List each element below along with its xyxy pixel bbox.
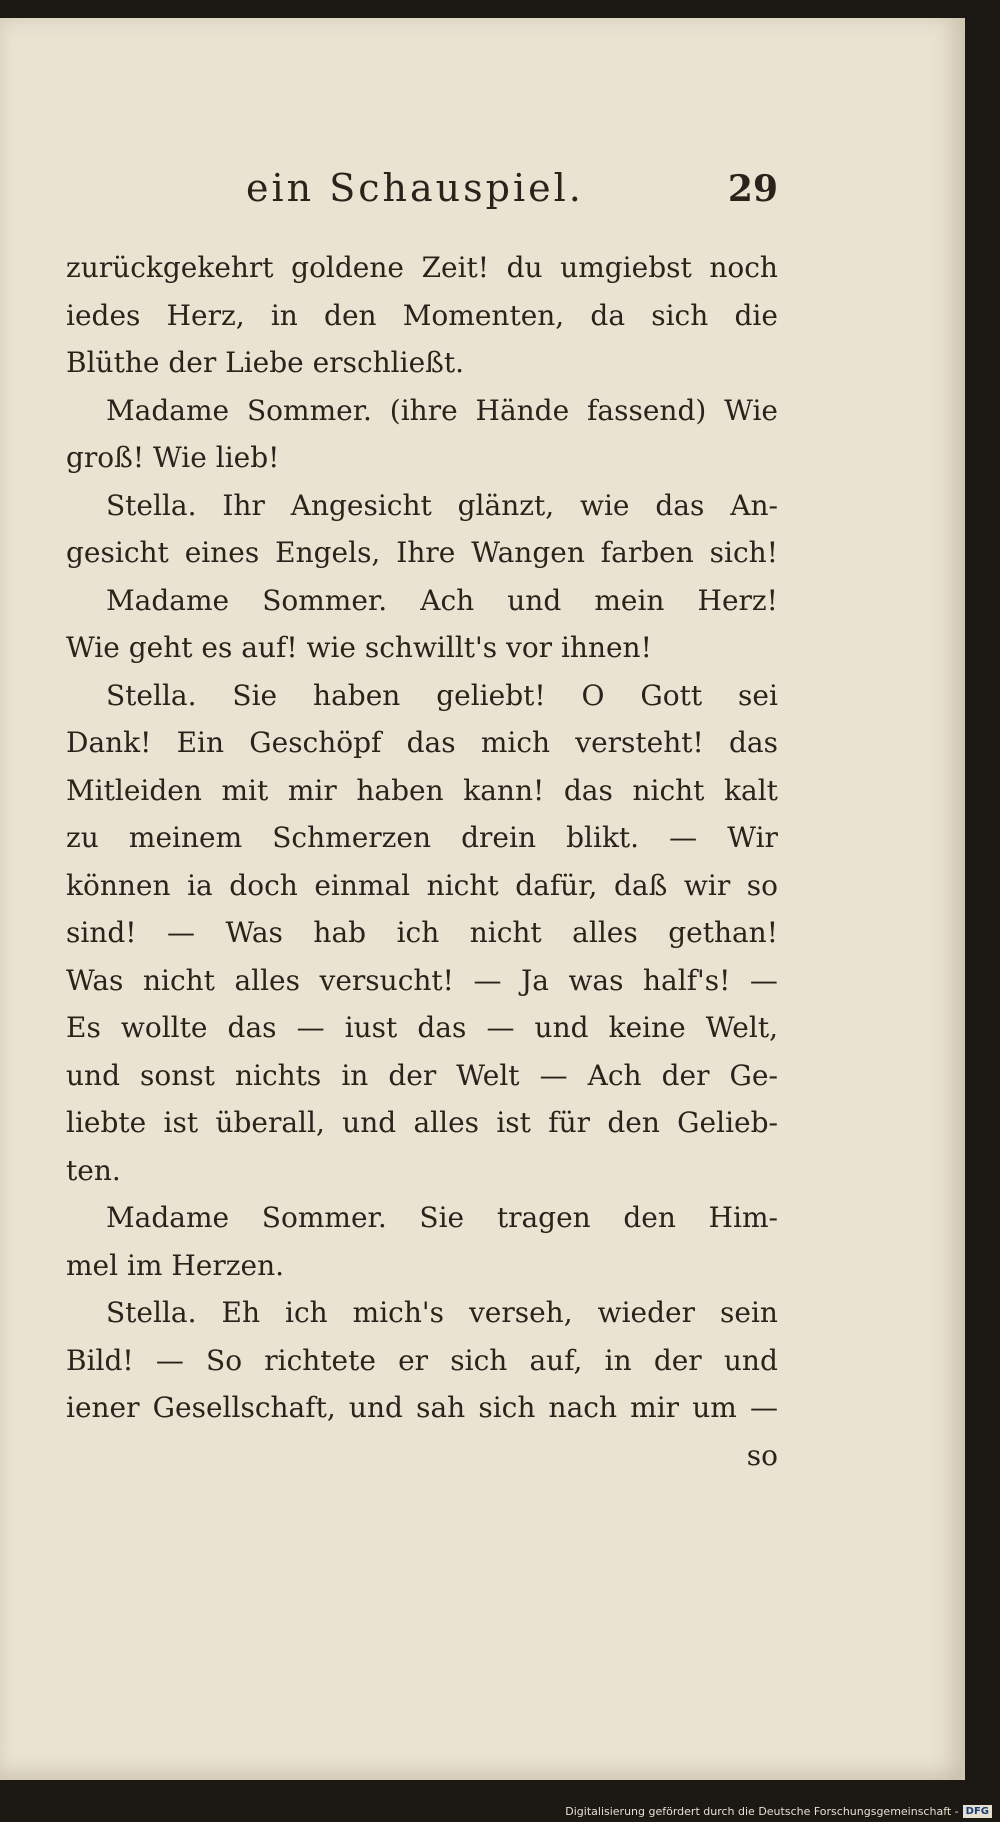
word: nicht xyxy=(632,773,705,807)
word: — xyxy=(749,963,778,997)
word: — xyxy=(155,1343,184,1377)
word: Sommer. xyxy=(261,1201,387,1234)
word: sich xyxy=(651,298,709,332)
word: den xyxy=(607,1106,660,1139)
word: hab xyxy=(313,916,367,949)
text-line xyxy=(66,1194,778,1242)
word: Gott xyxy=(640,678,703,712)
word: Welt xyxy=(456,1058,520,1092)
footer-credit: Digitalisierung gefördert durch die Deutsche Forschungsgemeinschaft - xyxy=(565,1805,959,1818)
word: das xyxy=(406,726,456,759)
word: Stella. xyxy=(106,488,197,522)
page-number: 29 xyxy=(727,168,778,210)
word: er xyxy=(398,1343,429,1377)
word: (ihre xyxy=(389,393,458,427)
word: Es xyxy=(66,1011,101,1044)
word: doch xyxy=(229,868,298,902)
word: auf, xyxy=(529,1343,583,1377)
word: nichts xyxy=(234,1058,322,1092)
word: und xyxy=(66,1058,120,1092)
word: alles xyxy=(234,963,300,997)
word: Mitleiden xyxy=(66,773,202,807)
word: fassend) xyxy=(587,393,707,427)
word: Geschöpf xyxy=(249,726,382,759)
word: — xyxy=(167,916,196,949)
word: sah xyxy=(416,1391,466,1424)
word: Was xyxy=(225,916,283,949)
word: O xyxy=(581,678,605,712)
word: haben xyxy=(356,773,444,807)
word: mir xyxy=(630,1391,680,1424)
word: alles xyxy=(413,1106,480,1139)
word: — xyxy=(749,1391,778,1424)
word: für xyxy=(548,1106,591,1139)
word: was xyxy=(568,963,624,997)
word: Ja xyxy=(521,963,549,997)
text-line xyxy=(66,767,778,815)
word: mich xyxy=(480,726,551,759)
word: Momenten, xyxy=(402,298,565,332)
text-line xyxy=(66,1289,778,1337)
word: versucht! xyxy=(319,963,454,997)
text-line xyxy=(66,1052,778,1100)
word: mir xyxy=(287,773,337,807)
word: zurückgekehrt xyxy=(66,251,274,284)
word: eines xyxy=(184,536,260,569)
word: Stella. xyxy=(106,1296,197,1329)
word: Ein xyxy=(176,726,225,759)
word: Schmerzen xyxy=(272,821,432,854)
word: das xyxy=(728,726,778,759)
word: Engels, xyxy=(275,536,381,569)
top-border xyxy=(0,0,1000,18)
word: Him- xyxy=(708,1201,778,1234)
word: sind! xyxy=(66,916,137,949)
text-line xyxy=(66,529,778,577)
text-line xyxy=(66,387,778,435)
dfg-logo: DFG xyxy=(963,1805,992,1818)
word: liebte xyxy=(66,1106,147,1139)
word: wie xyxy=(580,488,630,522)
word: in xyxy=(270,298,298,332)
word: Gesellschaft, xyxy=(152,1391,336,1424)
word: so xyxy=(746,868,778,902)
word: mein xyxy=(594,583,665,617)
word: Gelieb- xyxy=(677,1106,778,1139)
word: ist xyxy=(163,1106,199,1139)
word: glänzt, xyxy=(457,488,555,522)
word: zu xyxy=(66,821,99,854)
text-line xyxy=(66,1384,778,1432)
word: nicht xyxy=(426,868,499,902)
word: das xyxy=(227,1011,277,1044)
word: und xyxy=(723,1343,778,1377)
text-line xyxy=(66,1099,778,1147)
word: Madame xyxy=(106,583,230,617)
word: richtete xyxy=(264,1343,376,1377)
text-line: Wie geht es auf! wie schwillt's vor ihnen! xyxy=(66,631,652,664)
word: wir xyxy=(683,868,731,902)
word: iener xyxy=(66,1391,140,1424)
word: ich xyxy=(285,1296,328,1329)
word: und xyxy=(534,1011,589,1044)
word: die xyxy=(734,298,778,332)
word: So xyxy=(206,1343,243,1377)
text-line xyxy=(66,814,778,862)
word: Ihr xyxy=(222,488,265,522)
word: sich xyxy=(478,1391,536,1424)
text-line xyxy=(66,292,778,340)
text-line xyxy=(66,862,778,910)
text-line: ten. xyxy=(66,1153,121,1187)
word: können xyxy=(66,868,171,902)
word: Welt, xyxy=(705,1011,778,1044)
word: der xyxy=(653,1343,702,1377)
word: sei xyxy=(738,678,778,712)
word: mich's xyxy=(352,1296,444,1329)
word: mit xyxy=(221,773,269,807)
word: das xyxy=(417,1011,467,1044)
word: Wir xyxy=(727,821,778,854)
text-line xyxy=(66,719,778,767)
word: sonst xyxy=(140,1058,215,1092)
word: einmal xyxy=(314,868,411,902)
word: drein xyxy=(461,821,536,854)
word: ia xyxy=(187,868,213,902)
word: Hände xyxy=(475,393,570,427)
word: und xyxy=(342,1106,397,1139)
word: nach xyxy=(548,1391,617,1424)
word: — xyxy=(486,1011,515,1044)
word: der xyxy=(661,1058,710,1092)
word: Sommer. xyxy=(246,393,372,427)
word: das xyxy=(563,773,613,807)
word: haben xyxy=(313,678,401,712)
word: An- xyxy=(730,488,778,522)
word: — xyxy=(669,821,698,854)
word: dafür, xyxy=(515,868,598,902)
word: in xyxy=(341,1058,369,1092)
text-line xyxy=(66,482,778,530)
word: Madame xyxy=(106,1201,230,1234)
word: der xyxy=(388,1058,437,1092)
text-line xyxy=(66,1337,778,1385)
word: keine xyxy=(608,1011,686,1044)
word: in xyxy=(604,1343,632,1377)
digitization-footer xyxy=(565,1805,992,1818)
word: umgiebst xyxy=(560,251,692,284)
word: half's! xyxy=(643,963,731,997)
word: — xyxy=(473,963,502,997)
word: Sie xyxy=(232,678,278,712)
word: — xyxy=(296,1011,325,1044)
word: Angesicht xyxy=(290,488,432,522)
word: blikt. xyxy=(566,821,640,854)
text-line xyxy=(66,672,778,720)
word: kann! xyxy=(463,773,545,807)
word: Sommer. xyxy=(262,583,388,617)
word: wollte xyxy=(120,1011,208,1044)
word: Sie xyxy=(419,1201,465,1234)
word: wieder xyxy=(597,1296,695,1329)
word: Bild! xyxy=(66,1343,134,1377)
word: iedes xyxy=(66,298,141,332)
word: daß xyxy=(614,868,668,902)
word: farben xyxy=(600,536,694,569)
running-title: ein Schauspiel. xyxy=(246,166,584,210)
book-page xyxy=(0,18,965,1780)
word: alles xyxy=(572,916,638,949)
word: und xyxy=(348,1391,403,1424)
word: kalt xyxy=(724,773,778,807)
word: ich xyxy=(396,916,440,949)
word: um xyxy=(692,1391,737,1424)
word: Stella. xyxy=(106,678,197,712)
word: Wie xyxy=(724,393,778,427)
word: Ach xyxy=(587,1058,642,1092)
word: nicht xyxy=(142,963,215,997)
text-line xyxy=(66,577,778,625)
text-line xyxy=(66,1004,778,1052)
catchword: so xyxy=(746,1438,778,1472)
word: versteht! xyxy=(575,726,704,759)
word: Madame xyxy=(106,393,230,427)
word: gesicht xyxy=(66,536,169,569)
text-line: groß! Wie lieb! xyxy=(66,441,280,474)
word: Ihre xyxy=(396,536,456,569)
word: iust xyxy=(344,1011,398,1044)
word: gethan! xyxy=(668,916,778,949)
word: den xyxy=(623,1201,676,1234)
text-line: mel im Herzen. xyxy=(66,1248,285,1282)
word: du xyxy=(506,251,543,284)
text-line xyxy=(66,909,778,957)
word: nicht xyxy=(469,916,542,949)
word: tragen xyxy=(496,1201,591,1234)
word: überall, xyxy=(215,1106,325,1139)
word: das xyxy=(655,488,705,522)
word: geliebt! xyxy=(436,678,546,712)
word: Ge- xyxy=(729,1058,778,1092)
word: ist xyxy=(496,1106,531,1139)
word: Eh xyxy=(221,1296,260,1329)
word: Zeit! xyxy=(421,251,490,284)
word: noch xyxy=(709,251,778,284)
word: Wangen xyxy=(471,536,585,569)
word: meinem xyxy=(128,821,243,854)
text-line: Blüthe der Liebe erschließt. xyxy=(66,346,464,379)
word: sich xyxy=(450,1343,508,1377)
word: — xyxy=(539,1058,568,1092)
body-text xyxy=(66,244,778,1479)
word: Dank! xyxy=(66,726,152,759)
word: verseh, xyxy=(468,1296,573,1329)
word: goldene xyxy=(291,251,404,284)
word: Herz! xyxy=(697,583,778,617)
word: den xyxy=(324,298,377,332)
word: Herz, xyxy=(166,298,245,332)
text-line xyxy=(66,957,778,1005)
word: sich! xyxy=(709,536,778,569)
word: da xyxy=(590,298,626,332)
word: und xyxy=(507,583,562,617)
word: sein xyxy=(720,1296,778,1329)
word: Was xyxy=(66,963,124,997)
word: Ach xyxy=(420,583,475,617)
text-line xyxy=(66,244,778,292)
page-header xyxy=(66,166,778,226)
